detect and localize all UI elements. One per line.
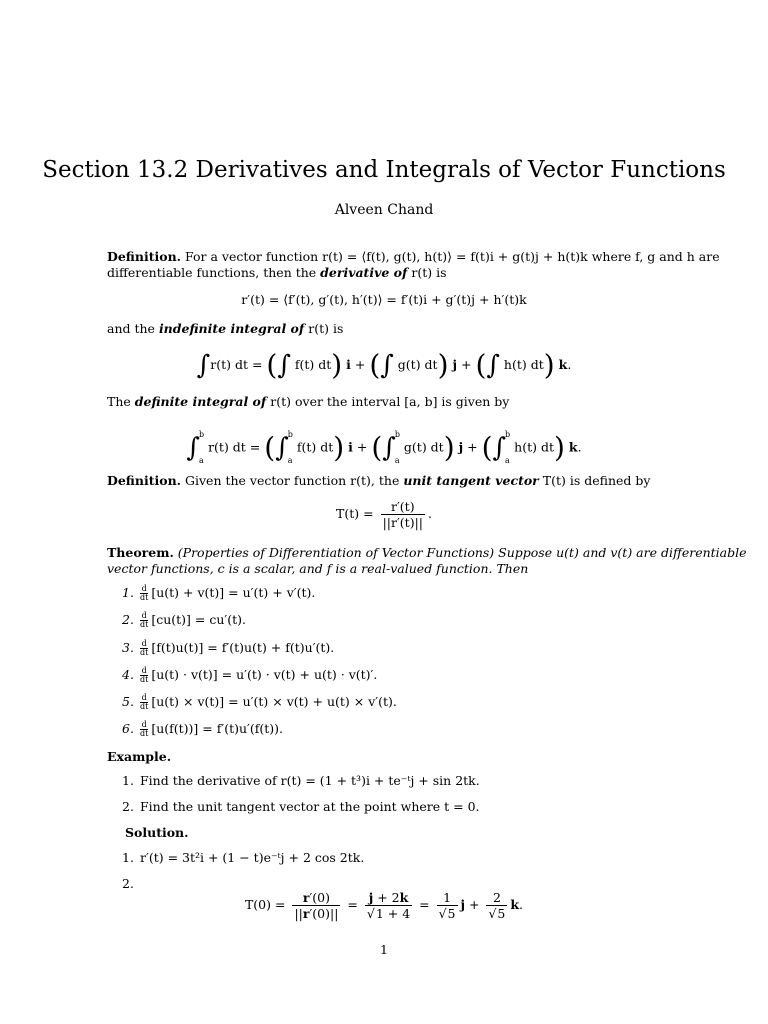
theorem-text-1: (Properties of Differentiation of Vector Functions) Suppose u(t) and v(t) are differentiable	[177, 545, 747, 560]
property-expression: [u(t) × v(t)] = u′(t) × v(t) + u(t) × v′(t).	[151, 694, 397, 709]
property-expression: [u(t) + v(t)] = u′(t) + v′(t).	[151, 585, 316, 600]
d-dt: $\frac{d}{dt}$	[140, 720, 149, 738]
definition-2-heading: Definition.	[107, 473, 182, 488]
example-item	[122, 799, 480, 815]
fraction-denominator: ||r′(t)||	[382, 515, 423, 530]
example-text: Find the unit tangent vector at the point where t = 0.	[140, 799, 480, 814]
item-number: 6.	[122, 721, 134, 736]
item-number: 4.	[122, 667, 134, 682]
definite-text-end: r(t) over the interval [a, b] is given by	[266, 394, 510, 409]
d-dt: $\frac{d}{dt}$	[140, 611, 149, 629]
property-item	[122, 612, 246, 629]
theorem-line-1	[107, 545, 747, 561]
unit-tangent-fraction	[381, 499, 425, 530]
definition-2-text-end: T(t) is defined by	[538, 473, 651, 488]
definition-1-line-1	[107, 249, 720, 265]
solution-item-1	[122, 850, 364, 866]
definition-1-intro: For a vector function	[185, 249, 323, 264]
item-number: 1.	[122, 850, 134, 865]
property-expression: [u(t) · v(t)] = u′(t) · v(t) + u(t) · v(t)′.	[151, 667, 378, 682]
item-number: 1.	[122, 773, 134, 788]
example-item	[122, 773, 480, 789]
theorem-line-2: vector functions, c is a scalar, and f is a real-valued function. Then	[107, 561, 529, 576]
indefinite-text-end: r(t) is	[304, 321, 344, 336]
theorem-heading: Theorem.	[107, 545, 174, 560]
property-expression: [u(f(t))] = f′(t)u′(f(t)).	[151, 721, 283, 736]
author-name: Alveen Chand	[334, 202, 434, 218]
unit-tangent-vector-term: unit tangent vector	[403, 473, 539, 488]
property-item	[122, 585, 315, 602]
indefinite-integral-term: indefinite integral of	[158, 321, 305, 336]
solution-expression: r′(t) = 3t²i + (1 − t)e⁻ᵗj + 2 cos 2tk.	[140, 850, 365, 865]
example-heading: Example.	[107, 749, 172, 764]
item-number: 2.	[122, 799, 134, 814]
definition-1-line-2	[107, 265, 447, 281]
item-number: 2.	[122, 876, 134, 891]
property-expression: [cu(t)] = cu′(t).	[151, 612, 246, 627]
property-item	[122, 640, 334, 657]
unit-tangent-solution-equation: T(0) = $\frac{r'(0)}{||r'(0)||}$ = $\frac{j + 2k}{√1 + 4}$ = $\frac{1}{√5}$ j + $\frac{2}{√5}$ k.	[244, 890, 524, 921]
item-number: 2.	[122, 612, 134, 627]
derivative-term: derivative of	[320, 265, 408, 280]
unit-tangent-equation	[0, 499, 768, 530]
definite-integral-term: definite integral of	[134, 394, 267, 409]
property-item	[122, 721, 283, 738]
item-number: 1.	[122, 585, 134, 600]
fraction-numerator: r′(t)	[381, 499, 425, 515]
definition-1-text-end: r(t) is	[407, 265, 447, 280]
example-text: Find the derivative of r(t) = (1 + t³)i + te⁻ᵗj + sin 2tk.	[140, 773, 480, 788]
d-dt: $\frac{d}{dt}$	[140, 666, 149, 684]
indefinite-text: and the	[107, 321, 159, 336]
definition-2-text: Given the vector function r(t), the	[185, 473, 404, 488]
item-number: 5.	[122, 694, 134, 709]
indefinite-integral-equation: ∫r(t) dt = (∫ f(t) dt) i + (∫ g(t) dt) j + (∫ h(t) dt) k.	[196, 348, 572, 382]
definite-text: The	[107, 394, 135, 409]
definition-1-text: differentiable functions, then the	[107, 265, 321, 280]
d-dt: $\frac{d}{dt}$	[140, 693, 149, 711]
property-item	[122, 694, 397, 711]
item-number: 3.	[122, 640, 134, 655]
definition-1-heading: Definition.	[107, 249, 182, 264]
d-dt: $\frac{d}{dt}$	[140, 639, 149, 657]
indefinite-integral-line	[107, 321, 343, 337]
property-expression: [f(t)u(t)] = f′(t)u(t) + f(t)u′(t).	[151, 640, 335, 655]
unit-tangent-lhs: T(t) =	[336, 506, 378, 521]
property-item	[122, 667, 377, 684]
definition-2-line	[107, 473, 650, 489]
definite-integral-equation: ∫ b a r(t) dt = (∫ b a f(t) dt) i + (∫ b a g(t) dt) j + (∫ b a h(t) dt) k.	[186, 430, 582, 465]
d-dt: $\frac{d}{dt}$	[140, 584, 149, 602]
definite-integral-line	[107, 394, 509, 410]
page-title: Section 13.2 Derivatives and Integrals of Vector Functions	[42, 157, 726, 183]
definition-1-vector-function: r(t) = ⟨f(t), g(t), h(t)⟩ = f(t)i + g(t)j + h(t)k where f, g and h are	[322, 249, 720, 264]
solution-heading: Solution.	[125, 825, 189, 840]
page-number: 1	[380, 942, 388, 957]
equation-period: .	[428, 506, 432, 521]
derivative-equation: r′(t) = ⟨f′(t), g′(t), h′(t)⟩ = f′(t)i + g′(t)j + h′(t)k	[241, 292, 527, 307]
